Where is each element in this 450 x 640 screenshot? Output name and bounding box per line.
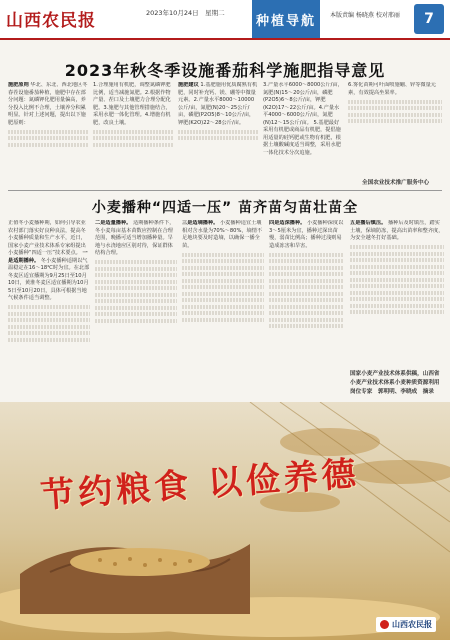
- article2-subhead: 四是适深播种。: [269, 220, 306, 226]
- text-line: [95, 306, 177, 310]
- text-line: [182, 253, 264, 257]
- text-line: [350, 258, 444, 262]
- article2-byline: 国家小麦产业技术体系供稿，山西省小麦产业技术体系小麦种质资源利用岗位专家 郭明明、李晓成 摘录: [350, 371, 440, 395]
- text-line: [93, 143, 173, 147]
- article2-paragraph: 冬小麦播种适期以气温稳定在16～18℃时为宜。在北部冬麦区适宜播期为9月25日至10月10日，黄淮冬麦区适宜播期为10月5日至10月20日，具体可根据当地气候条件适当调整。: [8, 257, 90, 302]
- text-line: [350, 304, 444, 308]
- article2-paragraph: 播种后及时镇压，踏实土壤，保墒防冻，提高出苗率和整齐度，为安全越冬打好基础。: [350, 220, 444, 242]
- text-line: [350, 252, 444, 256]
- article2-column-4: [269, 220, 344, 398]
- text-line: [350, 310, 444, 314]
- text-line: [182, 292, 264, 296]
- logo-text: 山西农民报: [392, 620, 432, 629]
- article2-column-1: [8, 220, 90, 398]
- text-line: [269, 259, 344, 263]
- text-line: [350, 245, 444, 249]
- cupped-hands-illustration: [20, 514, 250, 614]
- text-line: [269, 266, 344, 270]
- text-line: [348, 113, 442, 117]
- article1-source-credit: 全国农业技术推广服务中心: [362, 180, 430, 186]
- article2-column-5: [350, 220, 444, 368]
- article1-paragraph: 5.基肥最好采用有机肥或商品有机肥，提倡施用适量的硅钙肥或生物有机肥，根据土壤酸碱度适当调整，采用水肥一体化技术分次追施。: [263, 119, 341, 156]
- article1-subhead: 施肥建议: [178, 82, 199, 88]
- text-line: [95, 286, 177, 290]
- article2-subhead: 五是播后镇压。: [350, 220, 387, 226]
- article1-paragraph: 华北、东北、西北地区冬春茬设施番茄种植，施肥中存在部分问题：氮磷钾化肥用量偏高，养分投入比例不合理，土壤养分积累明显。针对上述问题，提出以下施肥原则：: [8, 82, 88, 126]
- text-line: [95, 273, 177, 277]
- text-line: [95, 267, 177, 271]
- text-line: [8, 136, 88, 140]
- article2-subhead: 二是适量播种。: [95, 220, 132, 226]
- article-divider: [8, 190, 442, 191]
- text-line: [182, 298, 264, 302]
- text-line: [8, 338, 90, 342]
- text-line: [350, 271, 444, 275]
- newspaper-masthead: 山西农民报: [6, 11, 96, 31]
- text-line: [8, 312, 90, 316]
- text-line: [95, 293, 177, 297]
- text-line: [269, 298, 344, 302]
- text-line: [182, 318, 264, 322]
- article-title-tomato-fertilization: 2023年秋冬季设施番茄科学施肥指导意见: [64, 61, 386, 80]
- article1-paragraph: 1.基肥施用优质腐熟有机肥，同时补充钙、镁、硼等中微量元素。2.产量水平8000～10000公斤/亩，氮肥(N)20～25公斤/亩，磷肥(P2O5)8～10公斤/亩，钾肥(K2O)22～28公斤/亩。: [178, 82, 258, 126]
- text-line: [269, 311, 344, 315]
- text-line: [95, 312, 177, 316]
- article1-column-4: [263, 82, 343, 176]
- text-line: [93, 136, 173, 140]
- text-line: [95, 260, 177, 264]
- text-line: [182, 285, 264, 289]
- text-line: [8, 305, 90, 309]
- text-line: [178, 130, 258, 134]
- article2-column-2: [95, 220, 177, 398]
- editor-credits: 本版责编 杨晓燕 校对邢丽: [330, 12, 400, 19]
- text-line: [8, 143, 88, 147]
- text-line: [8, 331, 90, 335]
- text-line: [93, 130, 173, 134]
- section-title: 种植导航: [252, 0, 320, 38]
- article2-paragraph: 小麦播种适宜土壤相对含水量为70%～80%，墒情不足地块要及时造墒，以确保一播全苗。: [182, 220, 263, 249]
- article2-paragraph: 正值冬小麦播种期，如何引导农业农村部门落实好良种良法，提高冬小麦播种质量和生产水平，近日，国家小麦产业技术体系专家组提出小麦播种“四适一压”技术要点。: [8, 220, 86, 257]
- text-line: [350, 297, 444, 301]
- text-line: [348, 106, 442, 110]
- newspaper-logo-badge: [376, 617, 436, 632]
- text-line: [269, 305, 344, 309]
- text-line: [348, 119, 442, 123]
- article-title-wheat-sowing: 小麦播种“四适一压” 苗齐苗匀苗壮苗全: [91, 200, 359, 216]
- article2-paragraph: 小麦播种深度以3～5厘米为宜，播种过深出苗慢，弱苗比例高；播种过浅则易造成冻害和旱害。: [269, 220, 344, 249]
- article1-subhead: 施肥原则: [8, 82, 29, 88]
- text-line: [269, 285, 344, 289]
- text-line: [95, 299, 177, 303]
- text-line: [182, 272, 264, 276]
- banner-slogan: 节约粮食 以俭养德: [39, 453, 362, 517]
- text-line: [269, 279, 344, 283]
- text-line: [182, 266, 264, 270]
- text-line: [182, 311, 264, 315]
- text-line: [269, 253, 344, 257]
- article1-column-1: [8, 82, 88, 176]
- article2-subhead: 三是适墒播种。: [182, 220, 219, 226]
- text-line: [178, 136, 258, 140]
- text-line: [8, 130, 88, 134]
- article1-column-5: [348, 82, 442, 176]
- issue-date: 2023年10月24日 星期二: [146, 9, 225, 17]
- food-saving-banner: [0, 402, 450, 640]
- article1-paragraph: 3.产量水平6000～8000公斤/亩，氮肥(N)15～20公斤/亩，磷肥(P2O5)6～8公斤/亩，钾肥(K2O)17～22公斤/亩。4.产量水平4000～6000公斤/亩，氮肥(N)12～15公斤/亩。: [263, 82, 343, 126]
- article1-paragraph: 6.雾化苗期可叶面喷施硼、锌等微量元素，有效提高坐果率。: [348, 82, 436, 96]
- text-line: [350, 284, 444, 288]
- article1-column-2: [93, 82, 173, 176]
- text-line: [95, 280, 177, 284]
- page-header: [0, 0, 450, 40]
- text-line: [8, 325, 90, 329]
- text-line: [8, 318, 90, 322]
- text-line: [95, 319, 177, 323]
- logo-mark-icon: [380, 620, 389, 629]
- text-line: [350, 291, 444, 295]
- text-line: [350, 278, 444, 282]
- text-line: [348, 100, 442, 104]
- text-line: [182, 305, 264, 309]
- text-line: [182, 259, 264, 263]
- page-number: 7: [414, 4, 444, 34]
- article2-subhead: 一是适期播种。: [8, 250, 88, 264]
- text-line: [269, 324, 344, 328]
- text-line: [269, 318, 344, 322]
- text-line: [269, 272, 344, 276]
- article2-column-3: [182, 220, 264, 398]
- article1-column-3: [178, 82, 258, 176]
- article1-paragraph: 1.合理施用有机肥，调整氮磷钾肥比例，适当减施氮肥。2.根据作物产量、茬口及土壤肥力合理分配化肥。3.施肥与其他管理措施结合，采用水肥一体化管理。4.增施有机肥，改良土壤。: [93, 82, 171, 126]
- text-line: [350, 265, 444, 269]
- text-line: [182, 279, 264, 283]
- text-line: [269, 292, 344, 296]
- article2-paragraph: 适期播种条件下，冬小麦每亩基本苗数应控制在合理范围，晚播可适当增加播种量。旱地与水浇地应区别对待，保证群体结构合理。: [95, 220, 175, 257]
